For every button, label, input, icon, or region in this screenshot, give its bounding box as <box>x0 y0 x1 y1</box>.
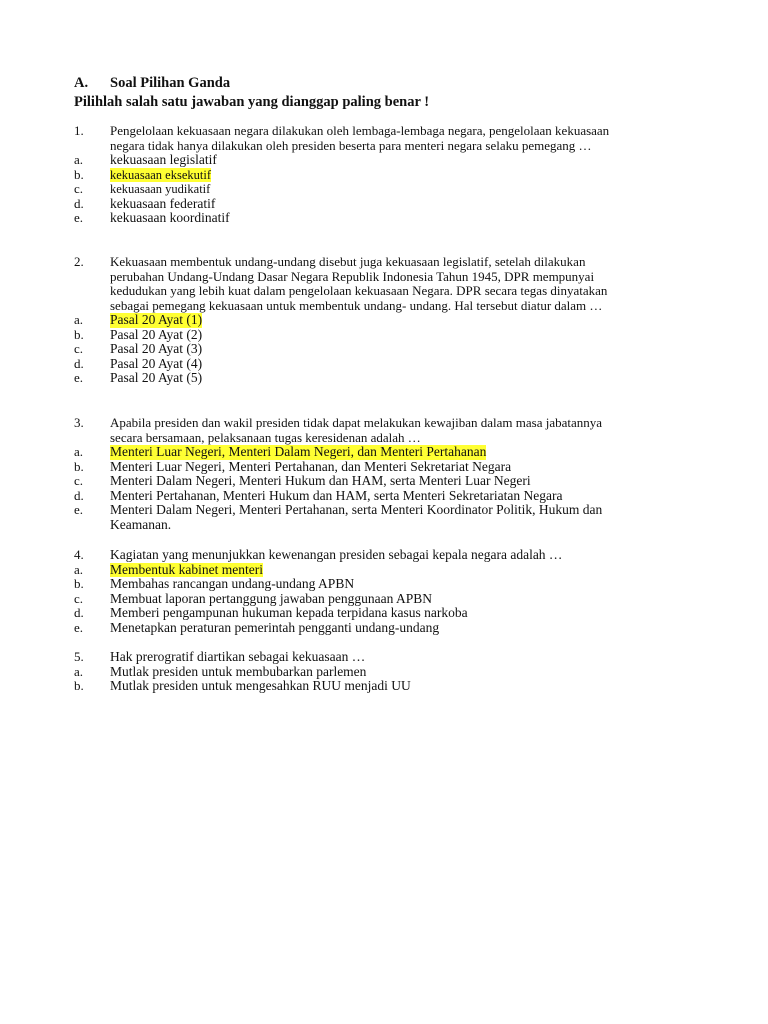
option-letter: c. <box>74 181 84 197</box>
option-letter: e. <box>74 210 84 226</box>
option-text: Mutlak presiden untuk mengesahkan RUU menjadi UU <box>110 678 411 694</box>
section-title: Soal Pilihan Ganda <box>110 75 231 91</box>
option-letter: d. <box>74 605 84 621</box>
option-letter: d. <box>74 487 84 503</box>
option-text-highlighted: Pasal 20 Ayat (1) <box>110 312 203 327</box>
question-text: Apabila presiden dan wakil presiden tidak dapat melakukan kewajiban dalam masa jabatannya secara bersamaan, pelaksanaan tugas keresidenan adalah … <box>110 415 603 445</box>
option-letter: b. <box>74 458 84 474</box>
option-letter: a. <box>74 561 84 577</box>
option-letter: d. <box>74 355 84 371</box>
option-text: Menetapkan peraturan pemerintah pengganti undang-undang <box>110 619 440 635</box>
option-letter: b. <box>74 166 84 182</box>
option-letter: b. <box>74 678 84 694</box>
question-number: 2. <box>74 254 84 269</box>
option-text: Membahas rancangan undang-undang APBN <box>110 576 355 592</box>
option-letter: e. <box>74 502 84 518</box>
option-text: Pasal 20 Ayat (2) <box>110 326 203 342</box>
option-text-highlighted: Membentuk kabinet menteri <box>110 561 263 577</box>
option-text: Pasal 20 Ayat (5) <box>110 370 203 386</box>
option-e <box>74 503 634 532</box>
option-letter: e. <box>74 619 84 635</box>
section-header <box>74 74 714 111</box>
option-b <box>74 577 634 592</box>
question-number: 1. <box>74 123 84 138</box>
option-text: kekuasaan federatif <box>110 195 216 211</box>
option-b <box>74 168 634 183</box>
option-text: Menteri Luar Negeri, Menteri Pertahanan, dan Menteri Sekretariat Negara <box>110 458 512 474</box>
question-text: Kagiatan yang menunjukkan kewenangan presiden sebagai kepala negara adalah … <box>110 547 563 562</box>
question-text: Pengelolaan kekuasaan negara dilakukan oleh lembaga-lembaga negara, pengelolaan kekuasaan negara tidak hanya dilakukan oleh presiden beserta para menteri negara selaku pemegang … <box>110 123 610 153</box>
option-e <box>74 211 634 226</box>
option-text: Memberi pengampunan hukuman kepada terpidana kasus narkoba <box>110 605 468 621</box>
question-text: Kekuasaan membentuk undang-undang disebut juga kekuasaan legislatif, setelah dilakukan perubahan Undang-Undang Dasar Negara Republik Indonesia Tahun 1945, DPR mempunyai kedudukan yang lebih kuat dalam pengelolaan kekuasaan Negara. DPR secara tegas dinyatakan sebagai pemegang kekuasaan untuk membentuk undang- undang. Hal tersebut diatur dalam … <box>110 254 608 313</box>
option-letter: a. <box>74 663 84 679</box>
option-b <box>74 460 634 475</box>
option-a <box>74 665 634 680</box>
option-letter: c. <box>74 590 84 606</box>
option-letter: a. <box>74 152 84 167</box>
option-text: Mutlak presiden untuk membubarkan parlemen <box>110 663 367 679</box>
option-a <box>74 153 634 168</box>
option-text: kekuasaan legislatif <box>110 152 217 167</box>
option-d <box>74 197 634 212</box>
option-a <box>74 563 634 578</box>
option-c <box>74 592 634 607</box>
option-a <box>74 445 634 460</box>
option-letter: a. <box>74 444 84 459</box>
question-number: 5. <box>74 649 84 664</box>
option-letter: a. <box>74 312 84 327</box>
question-number: 4. <box>74 547 84 562</box>
option-text-highlighted: kekuasaan eksekutif <box>110 167 212 182</box>
question-text: Hak prerogratif diartikan sebagai kekuasaan … <box>110 649 366 664</box>
section-title-line <box>74 74 714 92</box>
option-d <box>74 489 634 504</box>
question-4 <box>74 548 634 635</box>
option-text: kekuasaan yudikatif <box>110 182 211 197</box>
option-c <box>74 182 634 197</box>
option-letter: c. <box>74 341 84 357</box>
option-text: Membuat laporan pertanggung jawaban penggunaan APBN <box>110 590 433 606</box>
option-d <box>74 357 634 372</box>
option-e <box>74 371 634 386</box>
option-letter: e. <box>74 370 84 386</box>
option-text: Pasal 20 Ayat (3) <box>110 341 203 357</box>
option-text: Pasal 20 Ayat (4) <box>110 355 203 371</box>
option-a <box>74 313 634 328</box>
option-b <box>74 679 634 694</box>
option-letter: b. <box>74 326 84 342</box>
question-number: 3. <box>74 415 84 430</box>
instruction: Pilihlah salah satu jawaban yang dianggap paling benar ! <box>74 94 430 110</box>
option-e <box>74 621 634 636</box>
option-text: Menteri Pertahanan, Menteri Hukum dan HAM, serta Menteri Sekretariatan Negara <box>110 487 563 503</box>
option-text: Menteri Dalam Negeri, Menteri Pertahanan, serta Menteri Koordinator Politik, Hukum dan Keamanan. <box>110 502 603 532</box>
question-3 <box>74 416 634 533</box>
option-letter: b. <box>74 576 84 592</box>
option-c <box>74 474 634 489</box>
option-letter: d. <box>74 195 84 211</box>
option-letter: c. <box>74 473 84 489</box>
option-text-highlighted: Menteri Luar Negeri, Menteri Dalam Negeri, dan Menteri Pertahanan <box>110 444 487 459</box>
question-5 <box>74 650 634 694</box>
option-text: kekuasaan koordinatif <box>110 210 230 226</box>
question-2 <box>74 255 634 386</box>
question-1 <box>74 124 634 226</box>
option-c <box>74 342 634 357</box>
option-text: Menteri Dalam Negeri, Menteri Hukum dan HAM, serta Menteri Luar Negeri <box>110 473 531 489</box>
option-d <box>74 606 634 621</box>
section-number: A. <box>74 75 89 91</box>
option-b <box>74 328 634 343</box>
